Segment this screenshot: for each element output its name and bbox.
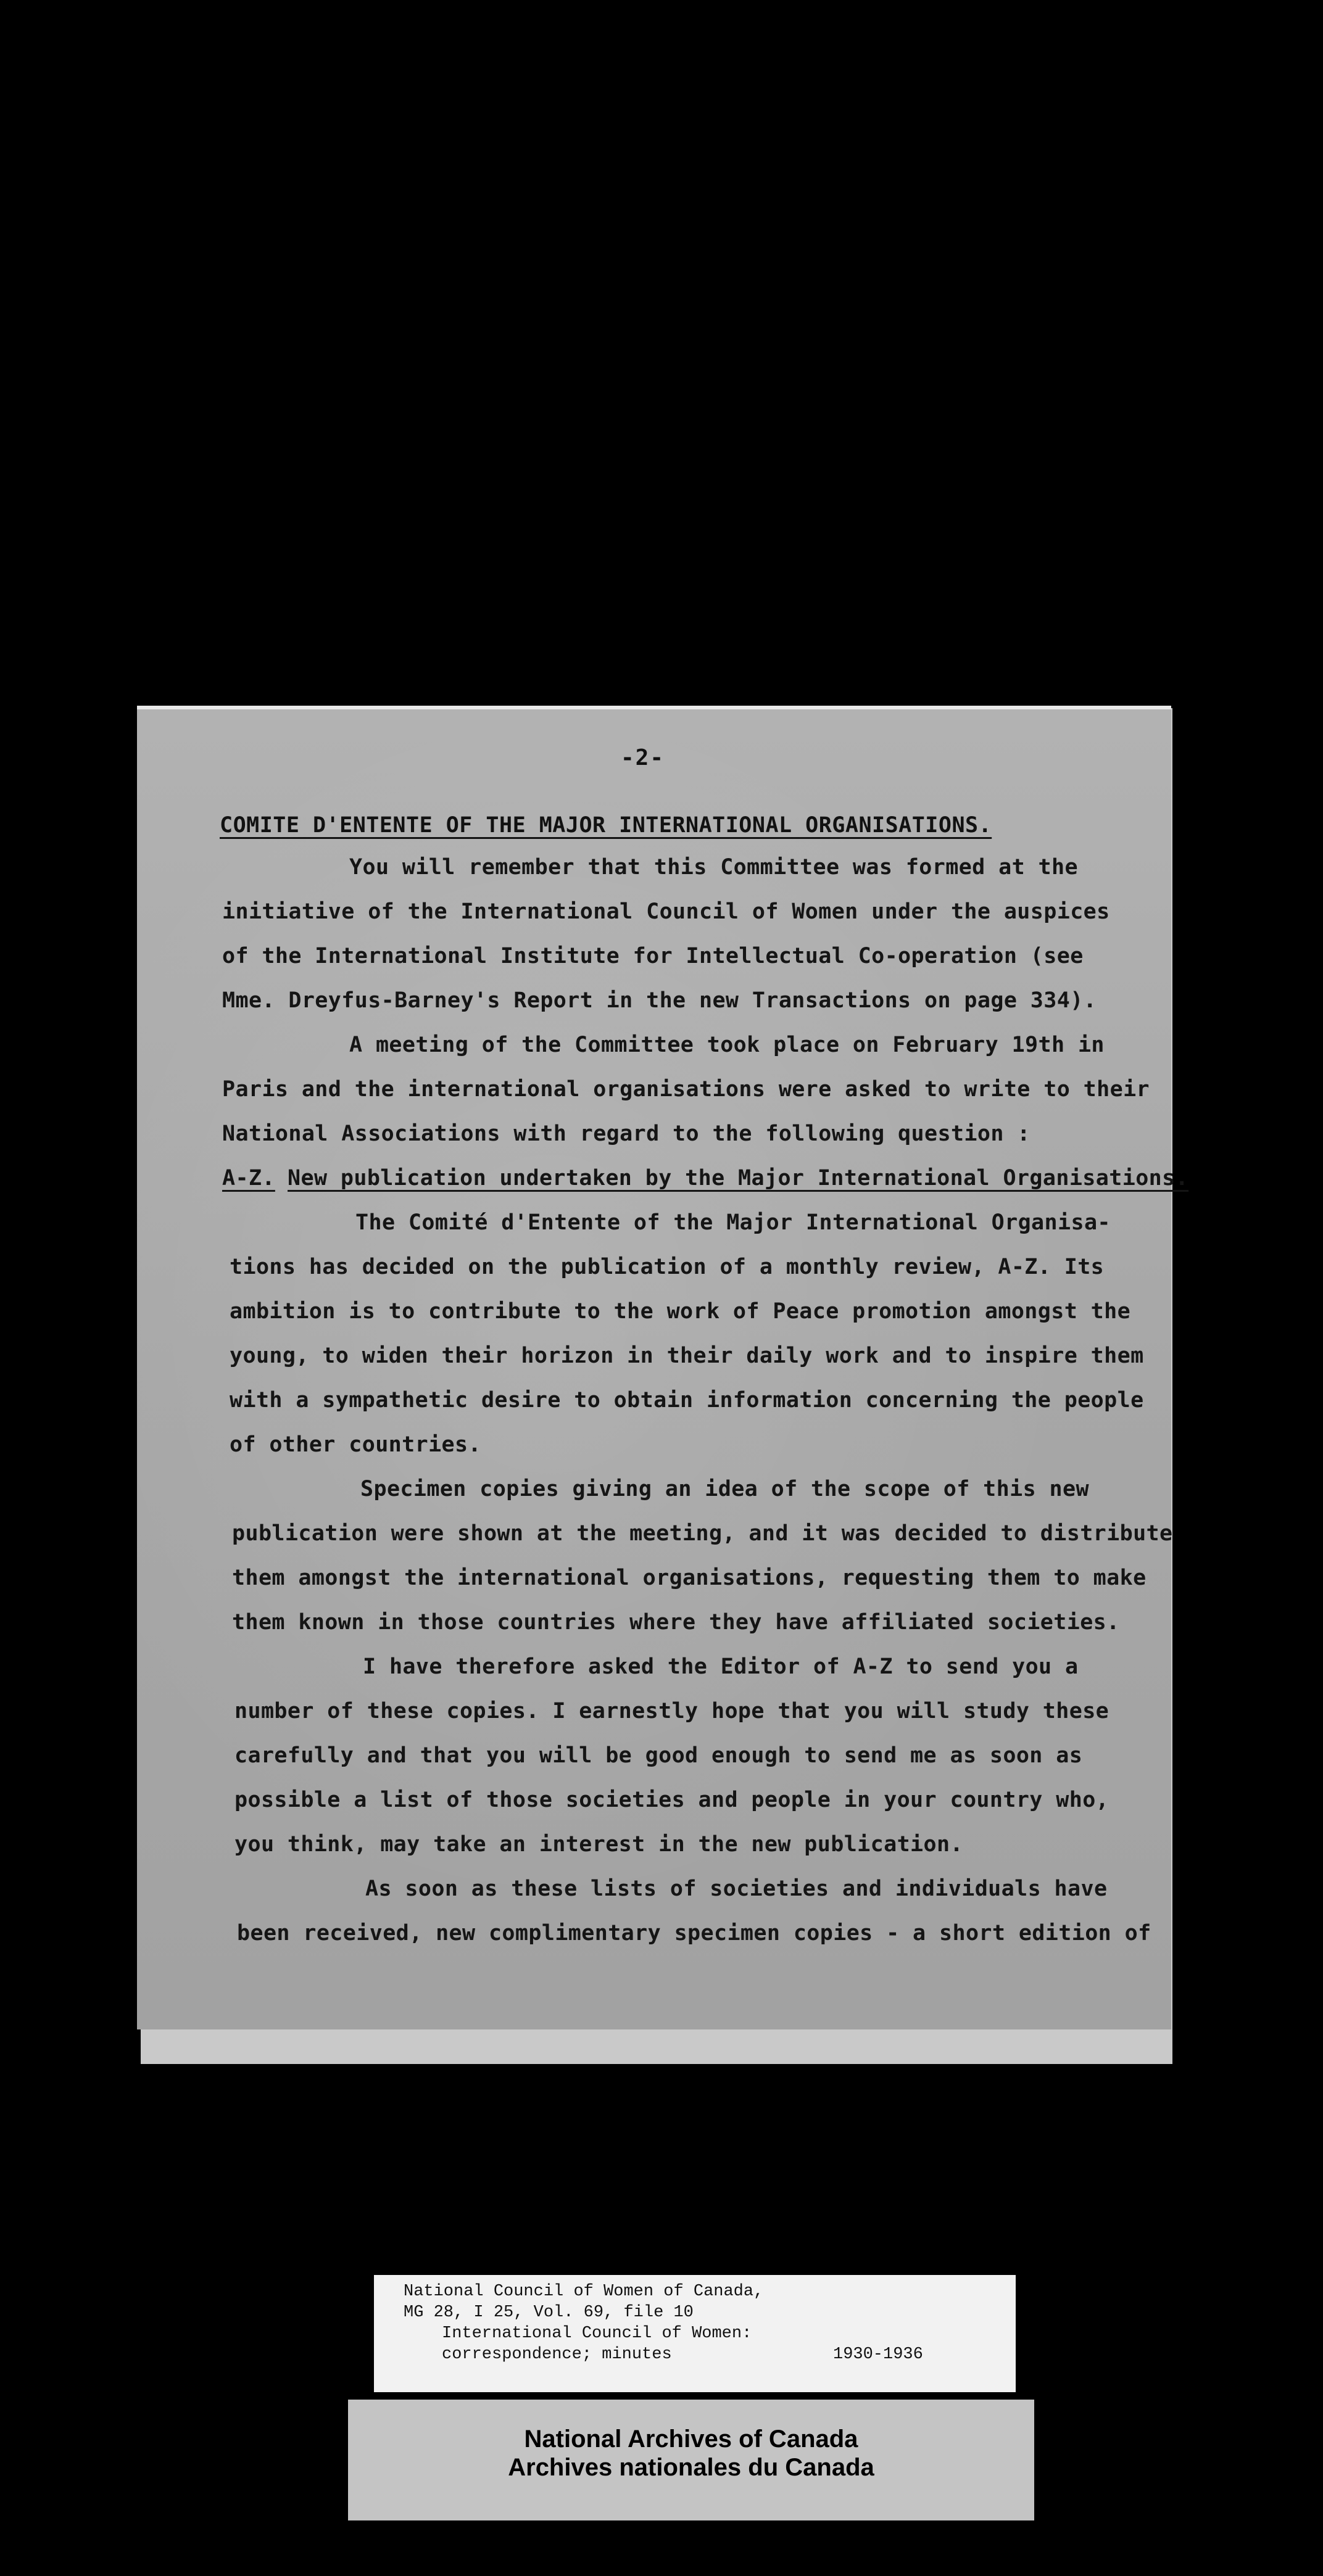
body-line-7: National Associations with regard to the following question : [222,1121,1031,1146]
body-line-2: initiative of the International Council of Women under the auspices [222,899,1110,924]
body-line-5: A meeting of the Committee took place on February 19th in [349,1033,1105,1057]
body-line-9: tions has decided on the publication of a monthly review, A-Z. Its [230,1255,1105,1279]
subheading-label: A-Z. [222,1166,275,1191]
archive-reference-label [374,2275,1016,2392]
body-line-24: been received, new complimentary specimen copies - a short edition of [237,1921,1151,1946]
body-line-21: possible a list of those societies and people in your country who, [234,1788,1109,1812]
label-line-1: National Council of Women of Canada, [404,2282,764,2301]
body-line-12: with a sympathetic desire to obtain information concerning the people [230,1388,1144,1413]
label-line-3: International Council of Women: [442,2324,752,2343]
body-line-6: Paris and the international organisations were asked to write to their [222,1077,1150,1102]
body-line-10: ambition is to contribute to the work of Peace promotion amongst the [230,1299,1131,1324]
label-line-4: correspondence; minutes [442,2345,672,2364]
label-years: 1930-1936 [833,2345,923,2364]
body-line-15: publication were shown at the meeting, and it was decided to distribute [232,1521,1173,1546]
body-line-23: As soon as these lists of societies and individuals have [365,1876,1108,1901]
body-line-22: you think, may take an interest in the new publication. [234,1832,963,1857]
banner-english: National Archives of Canada [524,2425,858,2453]
page-number: -2- [621,745,665,770]
banner-french: Archives nationales du Canada [508,2454,874,2481]
national-archives-banner [348,2400,1034,2520]
body-line-19: number of these copies. I earnestly hope that you will study these [234,1699,1109,1724]
body-line-20: carefully and that you will be good enough to send me as soon as [234,1743,1083,1768]
body-line-14: Specimen copies giving an idea of the scope of this new [360,1477,1089,1501]
body-line-8: The Comité d'Entente of the Major International Organisa- [355,1210,1111,1235]
body-line-11: young, to widen their horizon in their daily work and to inspire them [230,1344,1144,1368]
body-line-4: Mme. Dreyfus-Barney's Report in the new Transactions on page 334). [222,988,1097,1013]
body-line-13: of other countries. [230,1432,481,1457]
body-line-18: I have therefore asked the Editor of A-Z to send you a [363,1654,1079,1679]
subheading-title: New publication undertaken by the Major International Organisations. [288,1166,1189,1191]
body-line-1: You will remember that this Committee was formed at the [349,855,1078,880]
body-line-17: them known in those countries where they have affiliated societies. [232,1610,1120,1635]
body-line-16: them amongst the international organisations, requesting them to make [232,1566,1147,1590]
label-line-2: MG 28, I 25, Vol. 69, file 10 [404,2303,694,2322]
section-heading: COMITE D'ENTENTE OF THE MAJOR INTERNATIONAL ORGANISATIONS. [220,813,992,838]
body-line-3: of the International Institute for Intellectual Co-operation (see [222,944,1084,968]
